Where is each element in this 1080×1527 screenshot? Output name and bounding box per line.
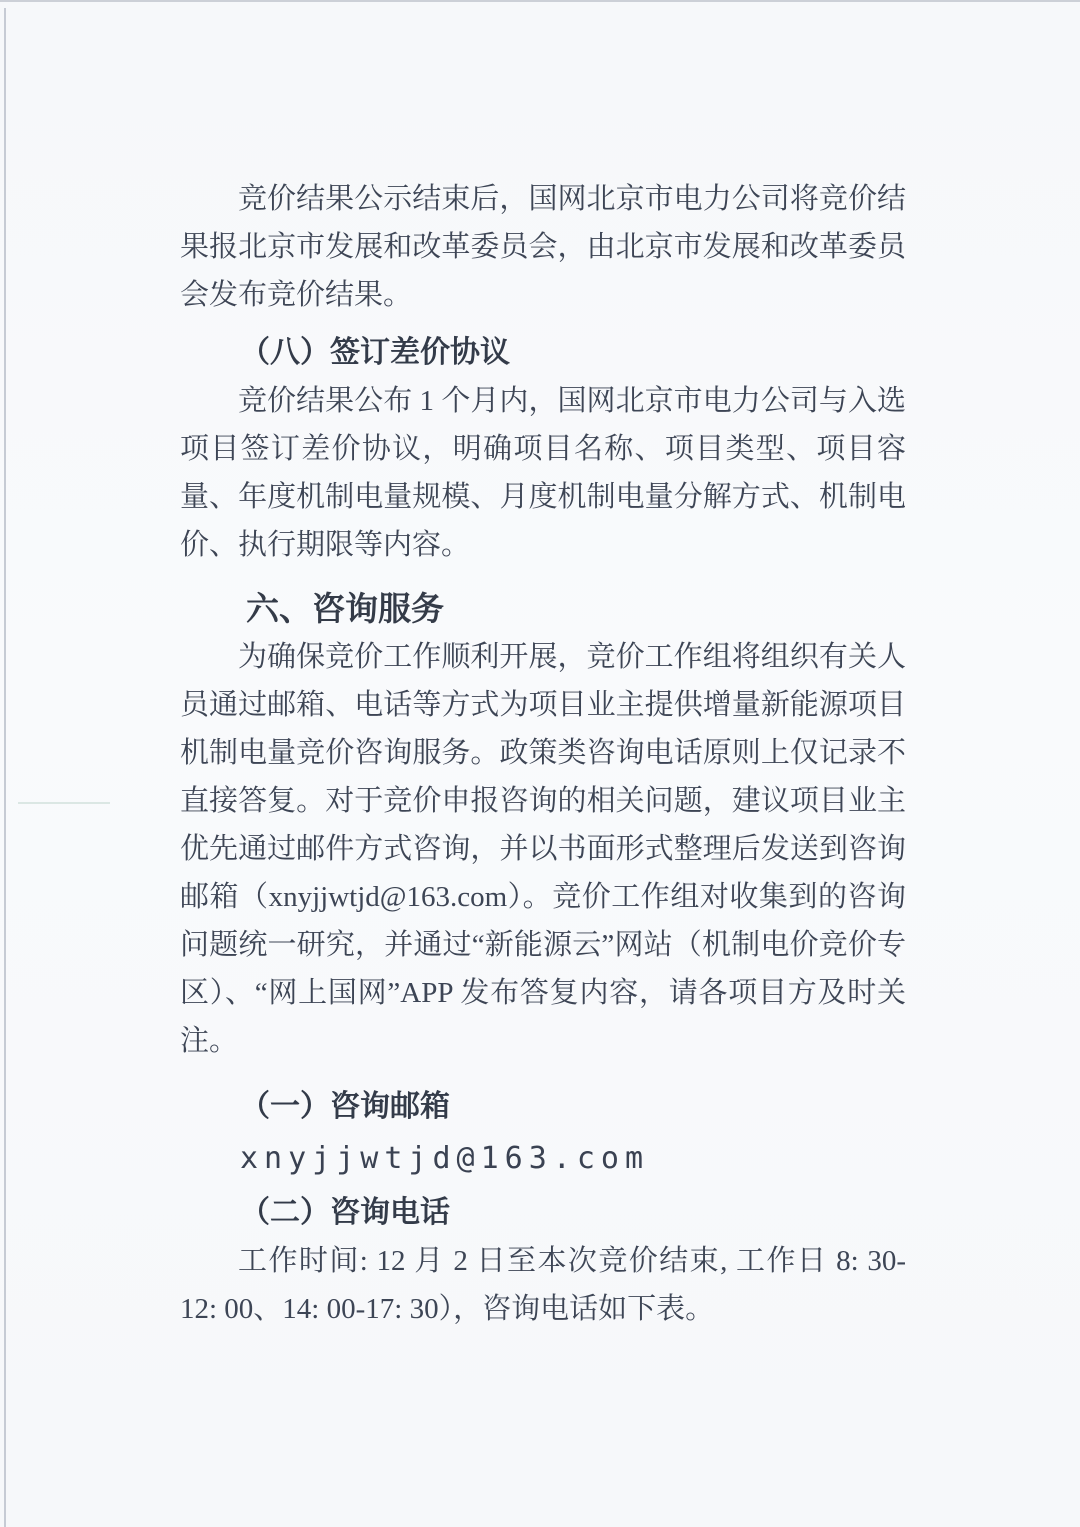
scan-left-edge-line [4, 8, 6, 1527]
document-body [180, 175, 906, 1333]
paragraph-agreement-contents: 竞价结果公布 1 个月内，国网北京市电力公司与入选项目签订差价协议，明确项目名称、项目类型、项目容量、年度机制电量规模、月度机制电量分解方式、机制电价、执行期限等内容。 [180, 385, 906, 561]
heading-consulting-email: （一）咨询邮箱 [240, 1090, 450, 1123]
scan-smudge-mark [18, 802, 110, 804]
paragraph-consulting-service-details: 为确保竞价工作顺利开展，竞价工作组将组织有关人员通过邮箱、电话等方式为项目业主提供增量新能源项目机制电量竞价咨询服务。政策类咨询电话原则上仅记录不直接答复。对于竞价申报咨询的相关问题，建议项目业主优先通过邮件方式咨询，并以书面形式整理后发送到咨询邮箱（xnyjjwtjd@163.com）。竞价工作组对收集到的咨询问题统一研究，并通过“新能源云”网站（机制电价竞价专区）、“网上国网”APP 发布答复内容，请各项目方及时关注。 [180, 641, 906, 1057]
paragraph-result-report-and-publish: 竞价结果公示结束后，国网北京市电力公司将竞价结果报北京市发展和改革委员会，由北京市发展和改革委员会发布竞价结果。 [180, 183, 906, 311]
paragraph-working-hours: 工作时间: 12 月 2 日至本次竞价结束, 工作日 8: 30-12: 00、14: 00-17: 30），咨询电话如下表。 [180, 1245, 906, 1325]
heading-consulting-service: 六、咨询服务 [246, 590, 444, 627]
consulting-email-address: xnyjjwtjd@163.com [240, 1141, 650, 1176]
scan-top-edge-line [0, 0, 1080, 2]
heading-sign-price-difference-agreement: （八）签订差价协议 [240, 336, 510, 369]
heading-consulting-phone: （二）咨询电话 [240, 1196, 450, 1229]
